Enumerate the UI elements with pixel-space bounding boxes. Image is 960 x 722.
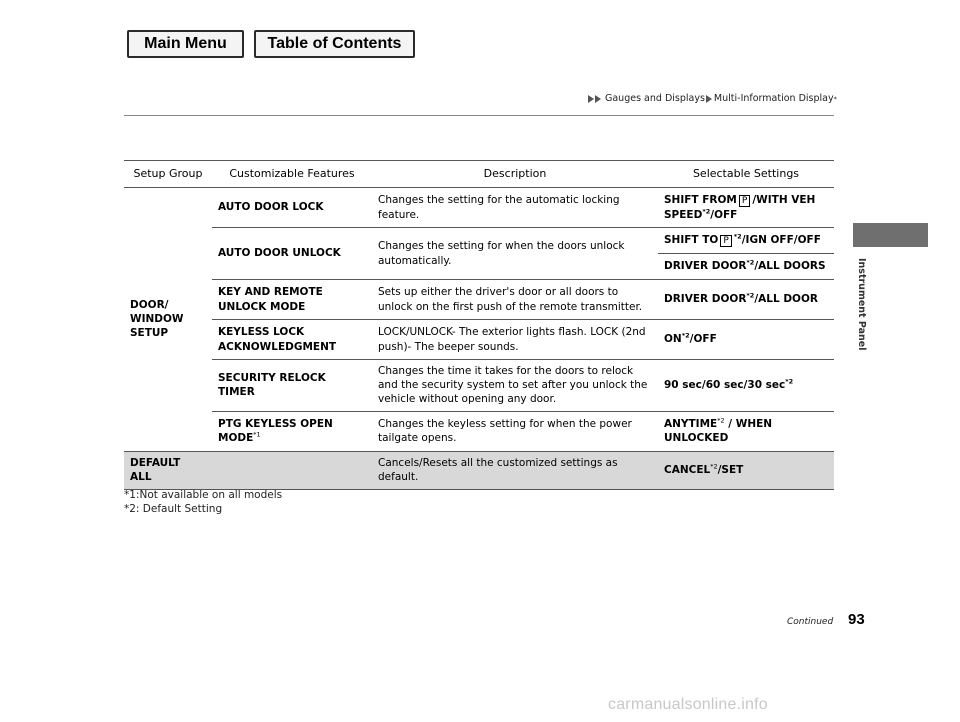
feature-keyless-lock-ack: KEYLESS LOCK ACKNOWLEDGMENT	[212, 320, 372, 360]
table-row	[124, 320, 834, 360]
breadcrumb: Gauges and Displays Multi-Information Display *	[588, 93, 837, 104]
selectable-setting: ON$^{*2}$/OFF	[658, 320, 834, 360]
selectable-setting: SHIFT FROM P /WITH VEH SPEED$^{*2}$/OFF	[658, 188, 834, 228]
selectable-setting: DRIVER DOOR$^{*2}$/ALL DOORS	[658, 254, 834, 280]
description: Sets up either the driver's door or all doors to unlock on the first push of the remote transmitter.	[372, 280, 658, 320]
description: Changes the keyless setting for when the power tailgate opens.	[372, 411, 658, 451]
feature-auto-door-lock: AUTO DOOR LOCK	[212, 188, 372, 228]
footnote-2: *2: Default Setting	[124, 503, 223, 515]
arrow-icon	[706, 95, 712, 103]
header-setup-group: Setup Group	[124, 161, 212, 188]
table-row	[124, 188, 834, 228]
selectable-setting: SHIFT TO P $^{*2}$/IGN OFF/OFF	[658, 228, 834, 254]
header-divider	[124, 115, 834, 116]
feature-key-remote-unlock-mode: KEY AND REMOTE UNLOCK MODE	[212, 280, 372, 320]
selectable-setting: 90 sec/60 sec/30 $\sec^{*2}$	[658, 360, 834, 412]
table-row	[124, 411, 834, 451]
header-customizable-features: Customizable Features	[212, 161, 372, 188]
setup-group-default-all: DEFAULT ALL	[124, 451, 212, 489]
description: Changes the setting for when the doors unlock automatically.	[372, 228, 658, 280]
section-tab[interactable]	[853, 223, 928, 247]
description: Changes the setting for the automatic locking feature.	[372, 188, 658, 228]
park-p-icon: P	[739, 195, 750, 207]
description: LOCK/UNLOCK- The exterior lights flash. LOCK (2nd push)- The beeper sounds.	[372, 320, 658, 360]
section-label: Instrument Panel	[856, 258, 867, 351]
breadcrumb-mid-link[interactable]: Multi-Information Display	[713, 93, 834, 104]
header-selectable-settings: Selectable Settings	[658, 161, 834, 188]
watermark: carmanualsonline.info	[608, 696, 768, 713]
table-row	[124, 280, 834, 320]
description: Cancels/Resets all the customized settings as default.	[372, 451, 658, 489]
table-header-row	[124, 161, 834, 188]
table-row-default-all	[124, 451, 834, 489]
setup-group-door-window: DOOR/ WINDOW SETUP	[124, 188, 212, 452]
selectable-setting: DRIVER DOOR$^{*2}$/ALL DOOR	[658, 280, 834, 320]
selectable-setting: CANCEL$^{*2}$/SET	[658, 451, 834, 489]
park-p-icon: P	[720, 235, 731, 247]
footnote-1: *1:Not available on all models	[124, 489, 283, 501]
page-number: 93	[848, 611, 865, 628]
table-of-contents-button[interactable]: Table of Contents	[254, 30, 415, 58]
arrow-icon	[588, 95, 594, 103]
description: Changes the time it takes for the doors to relock and the security system to set after you unlock the vehicle without opening any door.	[372, 360, 658, 412]
selectable-setting: ANYTIME$^{*2}$ / WHEN UNLOCKED	[658, 411, 834, 451]
main-menu-button[interactable]: Main Menu	[127, 30, 244, 58]
arrow-icon	[595, 95, 601, 103]
footnotes	[124, 488, 282, 516]
table-row	[124, 228, 834, 254]
table-row	[124, 360, 834, 412]
feature-security-relock-timer: SECURITY RELOCK TIMER	[212, 360, 372, 412]
settings-table	[124, 160, 834, 490]
breadcrumb-gauges-link[interactable]: Gauges and Displays	[605, 93, 705, 104]
feature-auto-door-unlock: AUTO DOOR UNLOCK	[212, 228, 372, 280]
feature-empty	[212, 451, 372, 489]
continued-label: Continued	[787, 617, 834, 627]
header-description: Description	[372, 161, 658, 188]
feature-ptg-keyless-open-mode: PTG KEYLESS OPEN MODE$^{*1}$	[212, 411, 372, 451]
